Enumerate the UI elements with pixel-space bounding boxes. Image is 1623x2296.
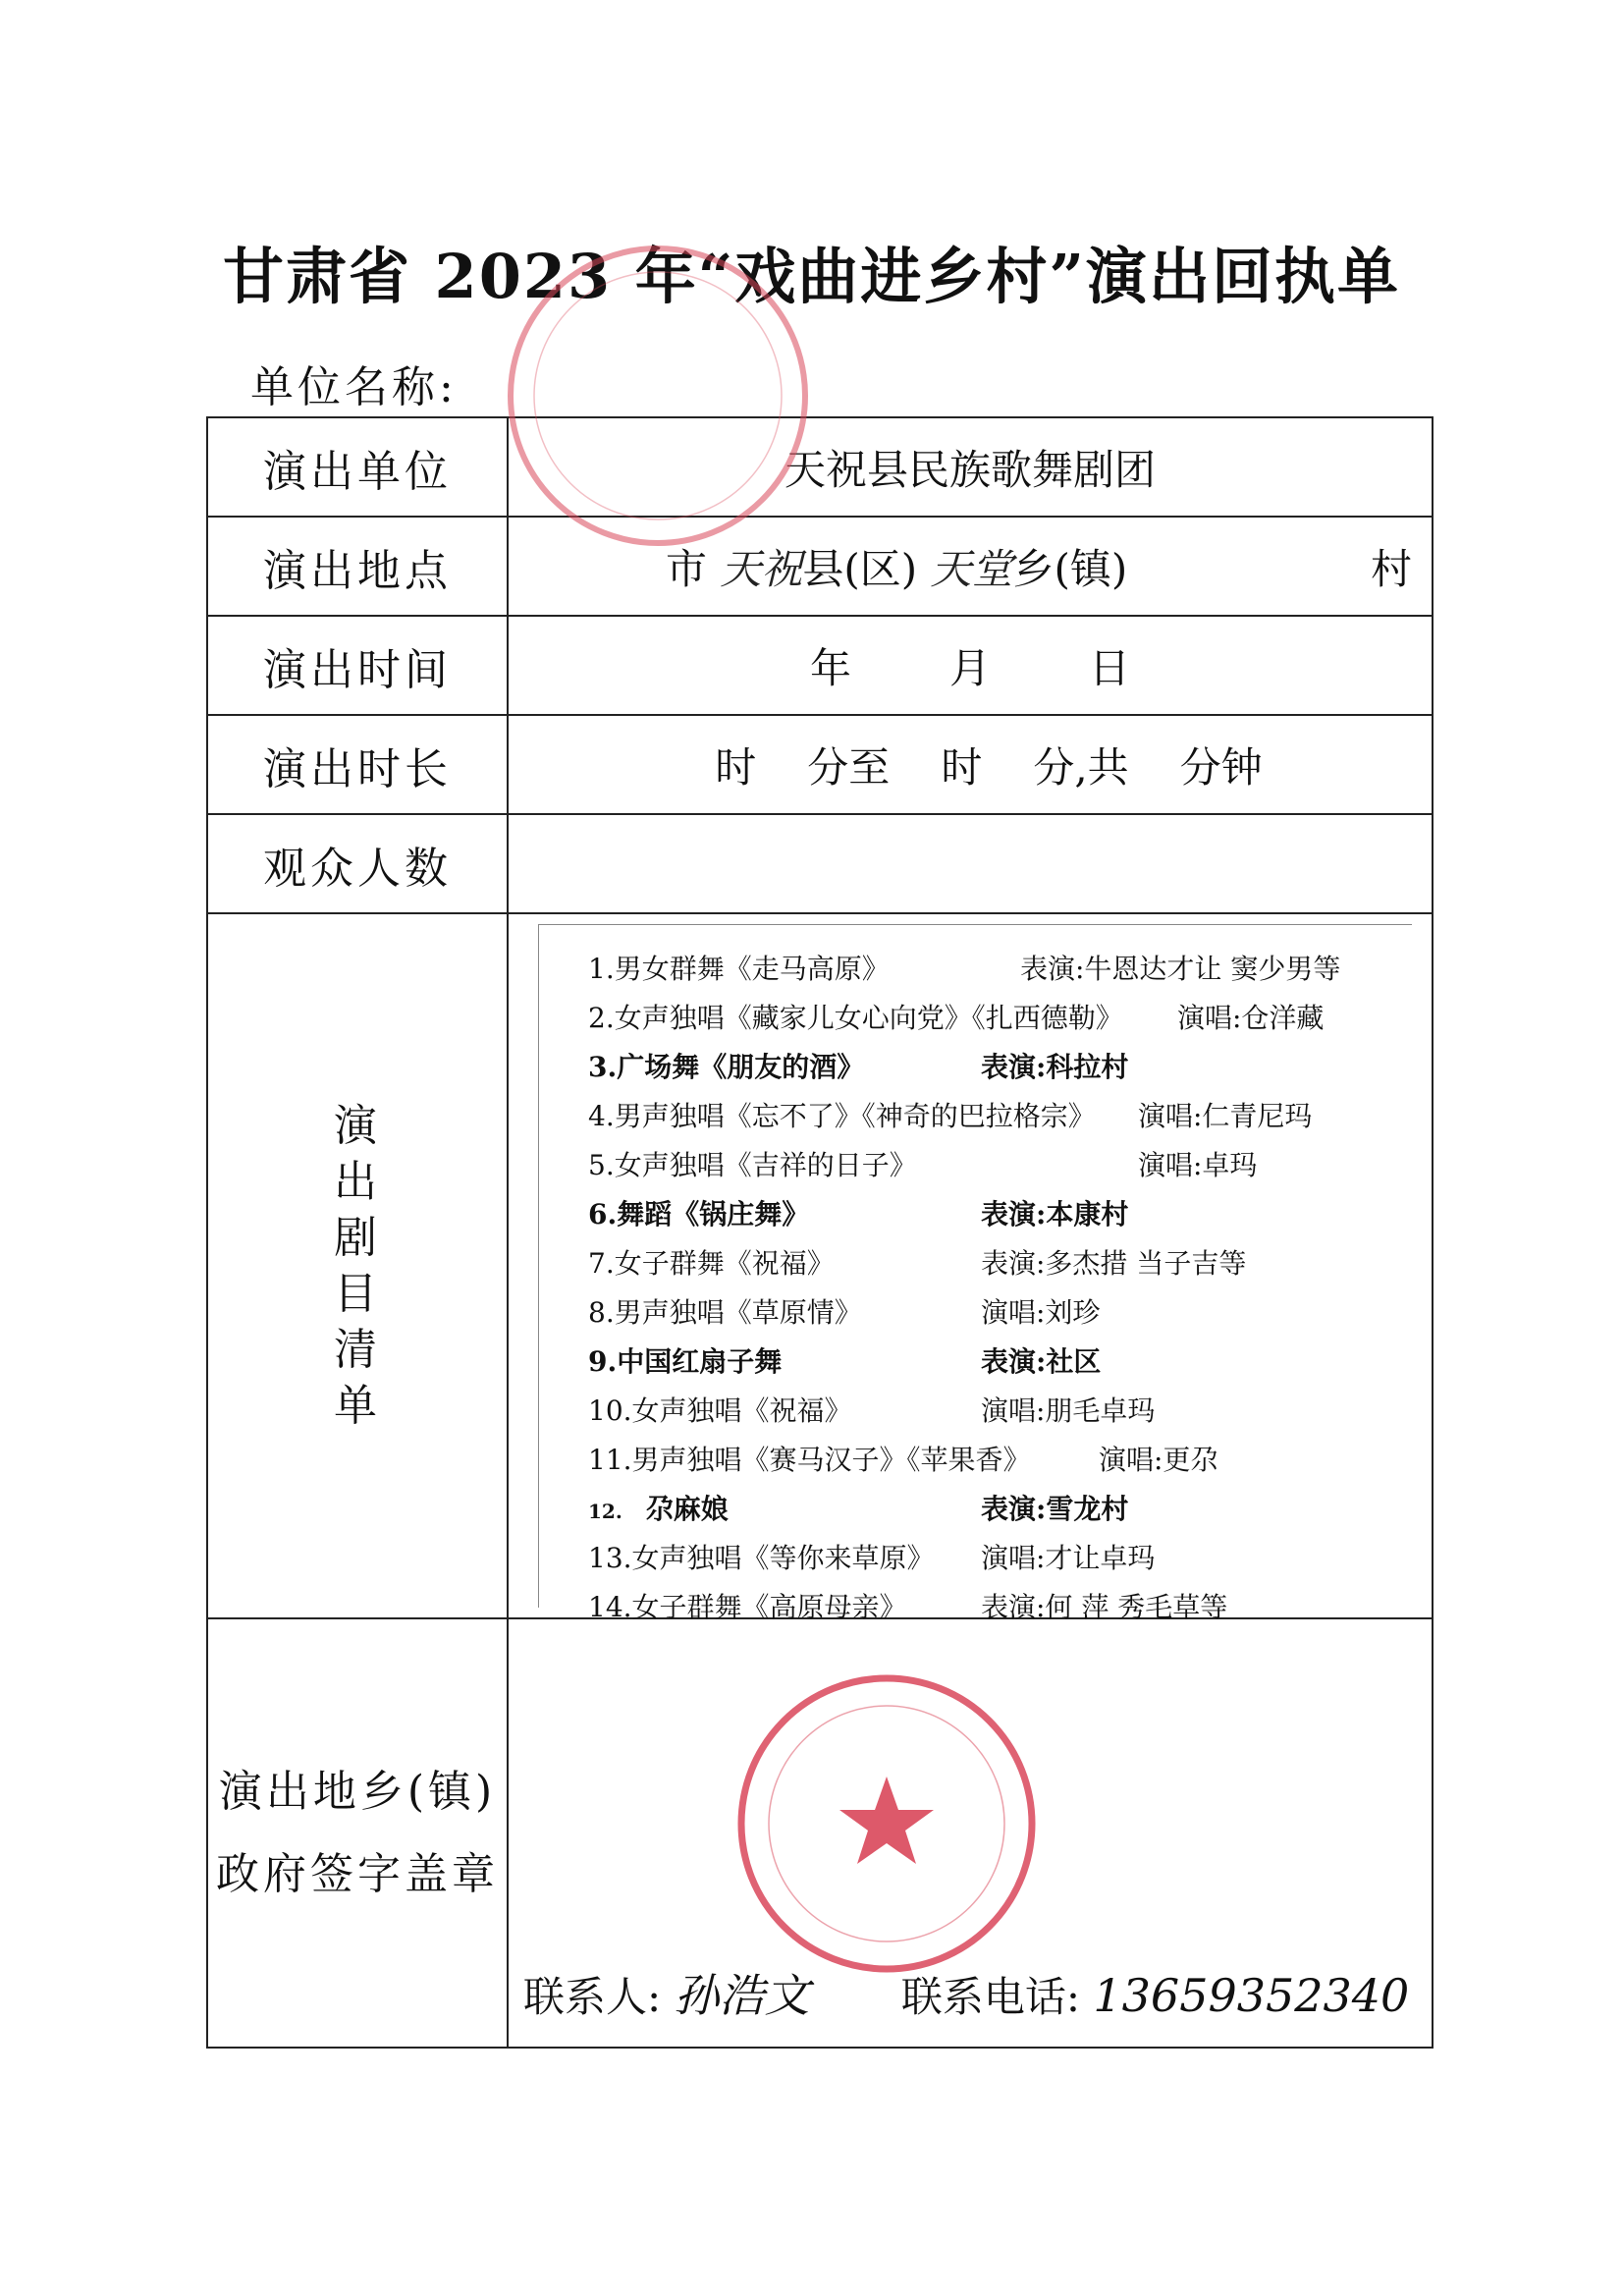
location-city: 市 [666,544,708,593]
program-label-char: 目 [334,1269,381,1319]
contact-line [523,1960,1409,2025]
program-item [588,1436,1218,1485]
program-performer: 演唱:卓玛 [1138,1149,1258,1181]
location-town-handwritten: 天堂 [930,544,1013,593]
program-number: 3. [588,1051,618,1083]
program-performer: 演唱:才让卓玛 [981,1542,1156,1574]
program-title: 女子群舞《祝福》 [614,1247,835,1280]
duration-part: 分,共 [1033,742,1129,792]
program-title: 广场舞《朋友的酒》 [617,1051,865,1083]
program-performer: 表演:何 萍 秀毛草等 [981,1591,1228,1623]
program-number: 5. [588,1149,615,1181]
program-performer: 演唱:仁青尼玛 [1138,1100,1313,1132]
location-row [207,517,1433,616]
program-performer: 表演:本康村 [981,1198,1129,1230]
program-performer: 表演:雪龙村 [981,1493,1129,1525]
program-number: 7. [588,1247,615,1280]
time-row [207,616,1433,715]
program-performer: 表演:社区 [981,1345,1102,1378]
program-item [588,1485,1129,1534]
contact-phone-value: 13659352340 [1093,1969,1410,2022]
time-year: 年 [809,643,851,692]
performer-row [207,417,1433,517]
location-label: 演出地点 [207,517,508,616]
program-number: 13. [588,1542,632,1574]
audience-row [207,814,1433,913]
troupe-seal [496,234,820,558]
program-list-cell [508,913,1433,1623]
program-item [588,1239,1247,1288]
program-performer: 表演:牛恩达才让 窦少男等 [1020,953,1341,985]
program-item [588,945,1341,994]
location-county-handwritten: 天祝 [720,544,803,593]
program-number: 6. [588,1198,618,1230]
performer-value: 天祝县民族歌舞剧团 [508,417,1433,517]
program-title: 尕麻娘 [645,1493,729,1525]
performer-label: 演出单位 [207,417,508,517]
location-village: 村 [1370,544,1412,593]
time-day: 日 [1089,643,1131,692]
duration-part: 分钟 [1179,742,1263,792]
program-number: 10. [588,1394,632,1427]
program-performer: 表演:多杰措 当子吉等 [981,1247,1247,1280]
duration-value [508,715,1433,814]
program-item [588,1141,1258,1190]
program-performer: 演唱:朋毛卓玛 [981,1394,1156,1427]
document-title: 甘肃省 2023 年“戏曲进乡村”演出回执单 [222,241,1401,312]
duration-part: 时 [941,742,983,792]
duration-part: 分至 [807,742,891,792]
signature-label-line1: 演出地乡(镇) [218,1766,497,1817]
program-number: 2. [588,1002,615,1034]
program-title: 舞蹈《锅庄舞》 [617,1198,810,1230]
time-label: 演出时间 [207,616,508,715]
program-attachment [538,924,1412,1623]
program-number: 14. [588,1591,632,1623]
program-list [588,945,1341,1632]
program-row [207,913,1433,1618]
time-value [508,616,1433,715]
program-label-char: 单 [334,1381,381,1431]
signature-cell [508,1618,1433,2048]
program-number: 9. [588,1345,618,1378]
program-label-char: 清 [334,1325,381,1375]
program-item [588,994,1325,1043]
program-item [588,1043,1129,1092]
program-title: 女声独唱《藏家儿女心向党》《扎西德勒》 [614,1002,1123,1034]
program-number: 4. [588,1100,615,1132]
program-number: 11. [588,1444,632,1476]
program-title: 男声独唱《忘不了》《神奇的巴拉格宗》 [614,1100,1096,1132]
program-number: 1. [588,953,615,985]
receipt-form-table [206,416,1434,2049]
duration-row [207,715,1433,814]
signature-label [207,1618,508,2048]
program-title: 男声独唱《草原情》 [614,1296,862,1329]
program-performer: 演唱:更尕 [1099,1444,1218,1476]
program-title: 男声独唱《赛马汉子》《苹果香》 [631,1444,1031,1476]
program-number: 8. [588,1296,615,1329]
program-performer: 表演:科拉村 [981,1051,1129,1083]
signature-label-line2: 政府签字盖章 [216,1848,499,1899]
program-label-char: 演 [334,1101,381,1151]
program-performer: 演唱:刘珍 [981,1296,1101,1329]
government-seal [730,1667,1044,1981]
contact-person-value: 孙浩文 [674,1969,810,2022]
location-county: 县(区) [802,544,918,593]
signature-row [207,1618,1433,2048]
program-item [588,1190,1129,1239]
program-item [588,1387,1156,1436]
program-item [588,1092,1313,1141]
program-item [588,1288,1123,1338]
program-number: 12. [588,1500,622,1523]
program-item [588,1534,1156,1583]
audience-value [508,814,1433,913]
program-title: 女声独唱《祝福》 [631,1394,852,1427]
program-title: 女子群舞《高原母亲》 [631,1591,907,1623]
contact-person-label: 联系人: [523,1973,662,2021]
program-title: 女声独唱《等你来草原》 [631,1542,935,1574]
audience-label: 观众人数 [207,814,508,913]
contact-phone-label: 联系电话: [900,1973,1081,2021]
program-label-char: 剧 [334,1213,381,1263]
program-title: 中国红扇子舞 [617,1345,783,1378]
program-label [207,913,508,1618]
duration-part: 时 [715,742,757,792]
star-icon [839,1777,934,1864]
program-label-char: 出 [334,1157,381,1207]
time-month: 月 [948,643,991,692]
unit-name-label: 单位名称: [250,362,458,412]
program-title: 女声独唱《吉祥的日子》 [614,1149,917,1181]
program-item [588,1338,1123,1387]
location-town: 乡(镇) [1012,544,1128,593]
program-performer: 演唱:仓洋藏 [1177,1002,1325,1034]
program-title: 男女群舞《走马高原》 [614,953,890,985]
duration-label: 演出时长 [207,715,508,814]
